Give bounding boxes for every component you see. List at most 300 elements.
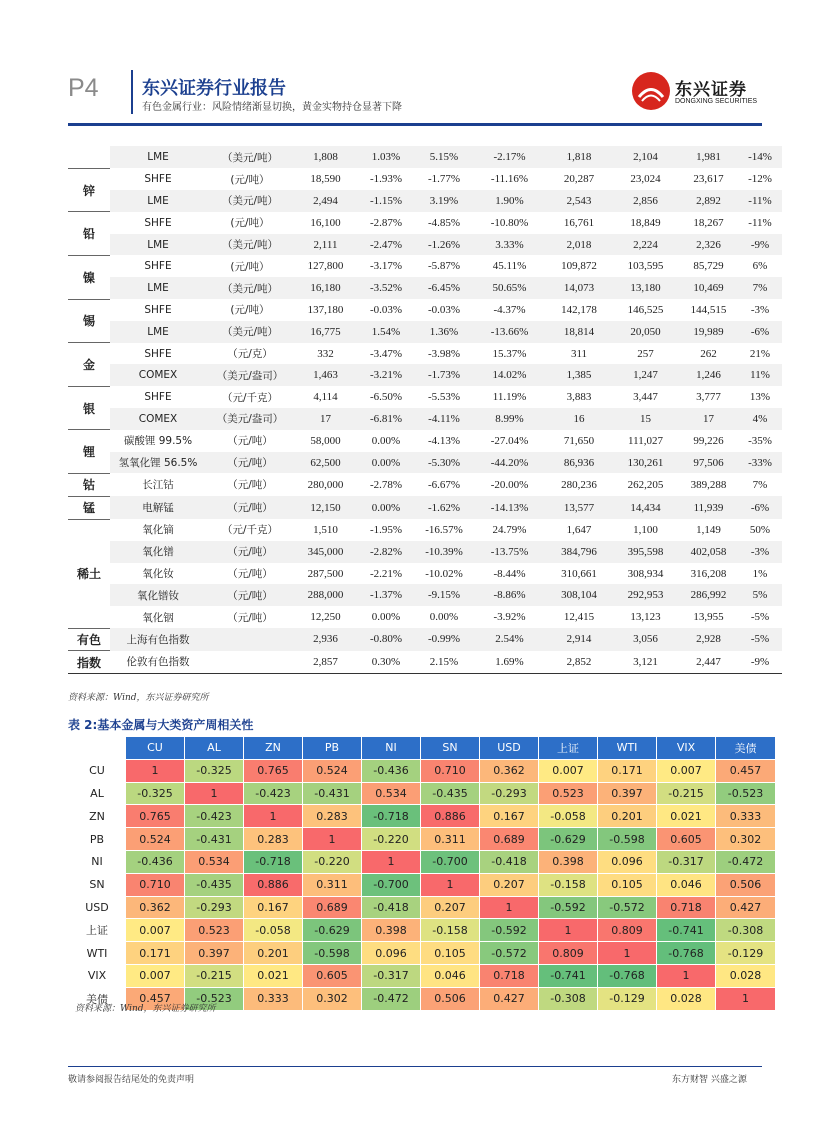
correlation-cell: 0.689 <box>480 828 539 851</box>
value-cell: 308,934 <box>612 563 679 585</box>
item-name: SHFE <box>110 386 206 408</box>
table-row <box>68 168 782 190</box>
value-cell: 4% <box>738 408 782 430</box>
row-header: AL <box>69 782 126 805</box>
value-cell: -14.13% <box>473 496 546 519</box>
correlation-cell: 0.397 <box>598 782 657 805</box>
row-header: VIX <box>69 964 126 987</box>
value-cell: 316,208 <box>679 563 738 585</box>
value-cell: 71,650 <box>546 430 612 452</box>
correlation-cell: -0.418 <box>362 896 421 919</box>
value-cell: -44.20% <box>473 452 546 474</box>
value-cell: -1.37% <box>357 584 415 606</box>
value-cell: 286,992 <box>679 584 738 606</box>
value-cell: -1.26% <box>415 234 473 256</box>
unit-cell: （元/吨） <box>206 452 294 474</box>
value-cell: 2,494 <box>294 190 357 212</box>
unit-cell: （美元/吨） <box>206 277 294 299</box>
table-row <box>69 896 776 919</box>
value-cell: 332 <box>294 343 357 365</box>
correlation-cell: -0.058 <box>539 805 598 828</box>
correlation-cell: 0.007 <box>539 759 598 782</box>
value-cell: 1,818 <box>546 146 612 168</box>
value-cell: -2.47% <box>357 234 415 256</box>
value-cell: -9% <box>738 651 782 674</box>
value-cell: -6.81% <box>357 408 415 430</box>
group-label: 指数 <box>68 651 110 674</box>
item-name: LME <box>110 234 206 256</box>
correlation-cell: 0.362 <box>126 896 185 919</box>
group-label: 铅 <box>68 212 110 256</box>
correlation-cell: -0.325 <box>185 759 244 782</box>
table-row <box>68 146 782 168</box>
value-cell: 262 <box>679 343 738 365</box>
row-header: PB <box>69 828 126 851</box>
report-subtitle: 有色金属行业：风险情绪渐显切换，黄金实物持仓显著下降 <box>142 102 402 113</box>
row-header: WTI <box>69 942 126 965</box>
correlation-cell: 0.765 <box>244 759 303 782</box>
page-number: P4 <box>68 74 99 102</box>
correlation-cell: 0.302 <box>303 987 362 1010</box>
value-cell: 15 <box>612 408 679 430</box>
row-header: CU <box>69 759 126 782</box>
correlation-cell: -0.598 <box>598 828 657 851</box>
correlation-cell: 0.523 <box>185 919 244 942</box>
correlation-cell: 0.506 <box>716 873 776 896</box>
correlation-cell: 1 <box>716 987 776 1010</box>
correlation-cell: -0.598 <box>303 942 362 965</box>
correlation-cell: 0.718 <box>480 964 539 987</box>
column-header: SN <box>421 737 480 760</box>
group-label: 金 <box>68 343 110 387</box>
correlation-cell: 0.105 <box>598 873 657 896</box>
logo-cn: 东兴证券 <box>675 80 747 100</box>
value-cell: 16,180 <box>294 277 357 299</box>
unit-cell: （元/吨） <box>206 496 294 519</box>
table1-source: 资料来源：Wind，东兴证券研究所 <box>68 693 209 703</box>
unit-cell: （美元/盎司） <box>206 408 294 430</box>
correlation-cell: 0.809 <box>539 942 598 965</box>
correlation-cell: -0.220 <box>303 850 362 873</box>
correlation-cell: 0.457 <box>716 759 776 782</box>
table-row <box>68 563 782 585</box>
group-label: 锂 <box>68 430 110 474</box>
value-cell: 1.69% <box>473 651 546 674</box>
correlation-cell: -0.700 <box>362 873 421 896</box>
table-row <box>69 873 776 896</box>
value-cell: 146,525 <box>612 299 679 321</box>
footer-rule <box>68 1066 762 1067</box>
correlation-cell: -0.436 <box>362 759 421 782</box>
value-cell: 280,000 <box>294 473 357 496</box>
correlation-cell: -0.431 <box>185 828 244 851</box>
table-row <box>68 321 782 343</box>
correlation-cell: 0.201 <box>244 942 303 965</box>
correlation-cell: -0.700 <box>421 850 480 873</box>
correlation-cell: -0.423 <box>185 805 244 828</box>
group-label: 稀土 <box>68 519 110 628</box>
value-cell: 1,510 <box>294 519 357 541</box>
correlation-cell: 0.710 <box>421 759 480 782</box>
correlation-cell: -0.317 <box>657 850 716 873</box>
value-cell: -1.77% <box>415 168 473 190</box>
value-cell: 16,761 <box>546 212 612 234</box>
value-cell: 2,447 <box>679 651 738 674</box>
correlation-cell: 0.311 <box>421 828 480 851</box>
value-cell: -11% <box>738 190 782 212</box>
table-row <box>69 759 776 782</box>
correlation-cell: 0.534 <box>362 782 421 805</box>
value-cell: 0.00% <box>415 606 473 628</box>
value-cell: 2,111 <box>294 234 357 256</box>
correlation-cell: 0.096 <box>598 850 657 873</box>
value-cell: -0.03% <box>415 299 473 321</box>
value-cell: 11.19% <box>473 386 546 408</box>
correlation-cell: 0.534 <box>185 850 244 873</box>
value-cell: 0.00% <box>357 606 415 628</box>
value-cell: -0.03% <box>357 299 415 321</box>
value-cell: 11% <box>738 364 782 386</box>
logo-mark-icon <box>632 72 670 110</box>
value-cell: -5% <box>738 606 782 628</box>
company-logo <box>632 72 762 112</box>
footer-slogan: 东方财智 兴盛之源 <box>672 1075 747 1085</box>
unit-cell: （元/吨） <box>206 430 294 452</box>
value-cell: -3.17% <box>357 255 415 277</box>
correlation-cell: -0.592 <box>480 919 539 942</box>
value-cell: 287,500 <box>294 563 357 585</box>
value-cell: 15.37% <box>473 343 546 365</box>
value-cell: -2.17% <box>473 146 546 168</box>
column-header: 上证 <box>539 737 598 760</box>
value-cell: -1.95% <box>357 519 415 541</box>
table-row <box>68 628 782 651</box>
value-cell: -4.85% <box>415 212 473 234</box>
correlation-cell: -0.220 <box>362 828 421 851</box>
value-cell: -10.39% <box>415 541 473 563</box>
value-cell: 288,000 <box>294 584 357 606</box>
value-cell: 137,180 <box>294 299 357 321</box>
value-cell: -13.75% <box>473 541 546 563</box>
correlation-cell: 0.765 <box>126 805 185 828</box>
row-header: 上证 <box>69 919 126 942</box>
value-cell: 142,178 <box>546 299 612 321</box>
correlation-cell: -0.768 <box>598 964 657 987</box>
value-cell: 1,385 <box>546 364 612 386</box>
value-cell: -5% <box>738 628 782 651</box>
item-name: LME <box>110 190 206 212</box>
correlation-cell: -0.629 <box>303 919 362 942</box>
correlation-cell: 1 <box>480 896 539 919</box>
value-cell: 2,224 <box>612 234 679 256</box>
correlation-cell: -0.572 <box>598 896 657 919</box>
value-cell: 11,939 <box>679 496 738 519</box>
value-cell: -9% <box>738 234 782 256</box>
correlation-cell: 0.302 <box>716 828 776 851</box>
correlation-cell: 0.007 <box>657 759 716 782</box>
item-name: 氧化镨钕 <box>110 584 206 606</box>
value-cell: 308,104 <box>546 584 612 606</box>
value-cell: 280,236 <box>546 473 612 496</box>
correlation-cell: 1 <box>598 942 657 965</box>
correlation-cell: 0.506 <box>421 987 480 1010</box>
value-cell: 1.54% <box>357 321 415 343</box>
table-row <box>68 430 782 452</box>
correlation-cell: 0.398 <box>362 919 421 942</box>
value-cell: -1.73% <box>415 364 473 386</box>
value-cell: -3.92% <box>473 606 546 628</box>
value-cell: -11% <box>738 212 782 234</box>
correlation-cell: 0.605 <box>657 828 716 851</box>
value-cell: 4,114 <box>294 386 357 408</box>
correlation-cell: -0.768 <box>657 942 716 965</box>
correlation-cell: 0.362 <box>480 759 539 782</box>
value-cell: 2,326 <box>679 234 738 256</box>
row-header: 美债 <box>69 987 126 1010</box>
value-cell: 0.30% <box>357 651 415 674</box>
value-cell: -12% <box>738 168 782 190</box>
value-cell: -16.57% <box>415 519 473 541</box>
header-divider <box>131 70 133 114</box>
value-cell: 395,598 <box>612 541 679 563</box>
value-cell: 17 <box>294 408 357 430</box>
row-header: NI <box>69 850 126 873</box>
correlation-cell: -0.718 <box>244 850 303 873</box>
item-name: 氧化铟 <box>110 606 206 628</box>
correlation-cell: -0.215 <box>185 964 244 987</box>
value-cell: 3,883 <box>546 386 612 408</box>
price-table <box>68 146 782 674</box>
logo-en: DONGXING SECURITIES <box>675 98 758 105</box>
value-cell: -2.87% <box>357 212 415 234</box>
item-name: 氧化镝 <box>110 519 206 541</box>
value-cell: 10,469 <box>679 277 738 299</box>
correlation-cell: 0.201 <box>598 805 657 828</box>
report-title: 东兴证券行业报告 <box>142 78 286 99</box>
correlation-cell: -0.592 <box>539 896 598 919</box>
correlation-cell: 0.398 <box>539 850 598 873</box>
value-cell: 1.90% <box>473 190 546 212</box>
value-cell: -0.80% <box>357 628 415 651</box>
corner-cell <box>69 737 126 760</box>
table-row <box>68 651 782 674</box>
value-cell: 3,121 <box>612 651 679 674</box>
correlation-cell: 0.167 <box>244 896 303 919</box>
value-cell: -5.30% <box>415 452 473 474</box>
correlation-cell: -0.129 <box>716 942 776 965</box>
value-cell: 292,953 <box>612 584 679 606</box>
unit-cell: （美元/吨） <box>206 234 294 256</box>
table2-source: 资料来源：Wind，东兴证券研究所 <box>75 1004 216 1014</box>
correlation-cell: 0.333 <box>716 805 776 828</box>
group-label: 有色 <box>68 628 110 651</box>
value-cell: 109,872 <box>546 255 612 277</box>
value-cell: -11.16% <box>473 168 546 190</box>
value-cell: 3.19% <box>415 190 473 212</box>
value-cell: -3.47% <box>357 343 415 365</box>
value-cell: 2,914 <box>546 628 612 651</box>
correlation-cell: 1 <box>126 759 185 782</box>
value-cell: 13% <box>738 386 782 408</box>
value-cell: 86,936 <box>546 452 612 474</box>
correlation-cell: 0.171 <box>598 759 657 782</box>
table-row <box>68 255 782 277</box>
value-cell: 2,857 <box>294 651 357 674</box>
correlation-cell: 0.283 <box>303 805 362 828</box>
value-cell: 13,180 <box>612 277 679 299</box>
value-cell: 310,661 <box>546 563 612 585</box>
value-cell: -6% <box>738 496 782 519</box>
value-cell: 13,577 <box>546 496 612 519</box>
correlation-cell: 0.021 <box>657 805 716 828</box>
unit-cell: （美元/吨） <box>206 190 294 212</box>
correlation-cell: 0.524 <box>126 828 185 851</box>
item-name: 氧化镨 <box>110 541 206 563</box>
column-header: USD <box>480 737 539 760</box>
correlation-cell: 0.207 <box>480 873 539 896</box>
column-header: VIX <box>657 737 716 760</box>
header-rule <box>68 123 762 126</box>
correlation-cell: -0.629 <box>539 828 598 851</box>
correlation-cell: -0.435 <box>421 782 480 805</box>
value-cell: 18,849 <box>612 212 679 234</box>
correlation-cell: 0.167 <box>480 805 539 828</box>
correlation-cell: -0.129 <box>598 987 657 1010</box>
value-cell: 45.11% <box>473 255 546 277</box>
correlation-cell: -0.523 <box>716 782 776 805</box>
table-row <box>68 408 782 430</box>
correlation-cell: 1 <box>421 873 480 896</box>
value-cell: 0.00% <box>357 452 415 474</box>
value-cell: -3.21% <box>357 364 415 386</box>
unit-cell: （元/吨） <box>206 473 294 496</box>
value-cell: 20,050 <box>612 321 679 343</box>
row-header: USD <box>69 896 126 919</box>
value-cell: 1,246 <box>679 364 738 386</box>
correlation-cell: 1 <box>539 919 598 942</box>
value-cell: 14.02% <box>473 364 546 386</box>
value-cell: -2.82% <box>357 541 415 563</box>
value-cell: 257 <box>612 343 679 365</box>
table-row <box>69 964 776 987</box>
value-cell: 16 <box>546 408 612 430</box>
item-name: LME <box>110 146 206 168</box>
value-cell: 13,955 <box>679 606 738 628</box>
value-cell: 311 <box>546 343 612 365</box>
value-cell: 1,808 <box>294 146 357 168</box>
item-name: 碳酸锂 99.5% <box>110 430 206 452</box>
value-cell: 99,226 <box>679 430 738 452</box>
value-cell: 345,000 <box>294 541 357 563</box>
value-cell: 16,775 <box>294 321 357 343</box>
value-cell: 1.03% <box>357 146 415 168</box>
value-cell: -10.02% <box>415 563 473 585</box>
value-cell: 2,856 <box>612 190 679 212</box>
table-row <box>68 584 782 606</box>
table2-title: 表 2:基本金属与大类资产周相关性 <box>68 718 254 732</box>
item-name: LME <box>110 321 206 343</box>
correlation-cell: -0.058 <box>244 919 303 942</box>
table-row <box>68 519 782 541</box>
column-header: 美债 <box>716 737 776 760</box>
item-name: SHFE <box>110 168 206 190</box>
unit-cell: (元/吨） <box>206 212 294 234</box>
value-cell: -27.04% <box>473 430 546 452</box>
value-cell: -8.86% <box>473 584 546 606</box>
value-cell: -20.00% <box>473 473 546 496</box>
item-name: SHFE <box>110 255 206 277</box>
value-cell: 12,150 <box>294 496 357 519</box>
correlation-table <box>68 736 776 1011</box>
correlation-cell: 0.283 <box>244 828 303 851</box>
value-cell: 62,500 <box>294 452 357 474</box>
correlation-cell: 0.021 <box>244 964 303 987</box>
item-name: SHFE <box>110 299 206 321</box>
value-cell: 2,936 <box>294 628 357 651</box>
correlation-cell: -0.741 <box>657 919 716 942</box>
unit-cell <box>206 651 294 674</box>
correlation-cell: 1 <box>362 850 421 873</box>
table-row <box>68 234 782 256</box>
correlation-cell: -0.317 <box>362 964 421 987</box>
value-cell: 14,073 <box>546 277 612 299</box>
value-cell: 50% <box>738 519 782 541</box>
value-cell: -0.99% <box>415 628 473 651</box>
unit-cell: （元/吨） <box>206 563 294 585</box>
value-cell: 21% <box>738 343 782 365</box>
correlation-cell: 0.523 <box>539 782 598 805</box>
correlation-cell: -0.718 <box>362 805 421 828</box>
correlation-cell: 0.105 <box>421 942 480 965</box>
table-row <box>68 212 782 234</box>
correlation-cell: -0.158 <box>421 919 480 942</box>
value-cell: 402,058 <box>679 541 738 563</box>
table-row <box>69 805 776 828</box>
unit-cell: （美元/吨） <box>206 146 294 168</box>
value-cell: 13,123 <box>612 606 679 628</box>
table-row <box>68 496 782 519</box>
value-cell: 2,892 <box>679 190 738 212</box>
correlation-cell: 0.689 <box>303 896 362 919</box>
correlation-cell: 1 <box>657 964 716 987</box>
column-header: ZN <box>244 737 303 760</box>
item-name: SHFE <box>110 212 206 234</box>
correlation-cell: 0.046 <box>657 873 716 896</box>
correlation-cell: -0.293 <box>480 782 539 805</box>
value-cell: -6% <box>738 321 782 343</box>
value-cell: -3.98% <box>415 343 473 365</box>
unit-cell: （元/千克） <box>206 519 294 541</box>
table-row <box>69 828 776 851</box>
unit-cell: （美元/吨） <box>206 321 294 343</box>
correlation-cell: -0.523 <box>185 987 244 1010</box>
correlation-cell: -0.431 <box>303 782 362 805</box>
value-cell: -5.87% <box>415 255 473 277</box>
correlation-cell: 0.457 <box>126 987 185 1010</box>
correlation-cell: 0.524 <box>303 759 362 782</box>
value-cell: -3% <box>738 541 782 563</box>
group-label: 锰 <box>68 496 110 519</box>
item-name: 氧化钕 <box>110 563 206 585</box>
value-cell: -4.13% <box>415 430 473 452</box>
table-row <box>68 452 782 474</box>
correlation-cell: -0.435 <box>185 873 244 896</box>
value-cell: 1,247 <box>612 364 679 386</box>
table-row <box>69 782 776 805</box>
unit-cell: （元/千克） <box>206 386 294 408</box>
group-label: 锡 <box>68 299 110 343</box>
correlation-cell: 0.886 <box>421 805 480 828</box>
